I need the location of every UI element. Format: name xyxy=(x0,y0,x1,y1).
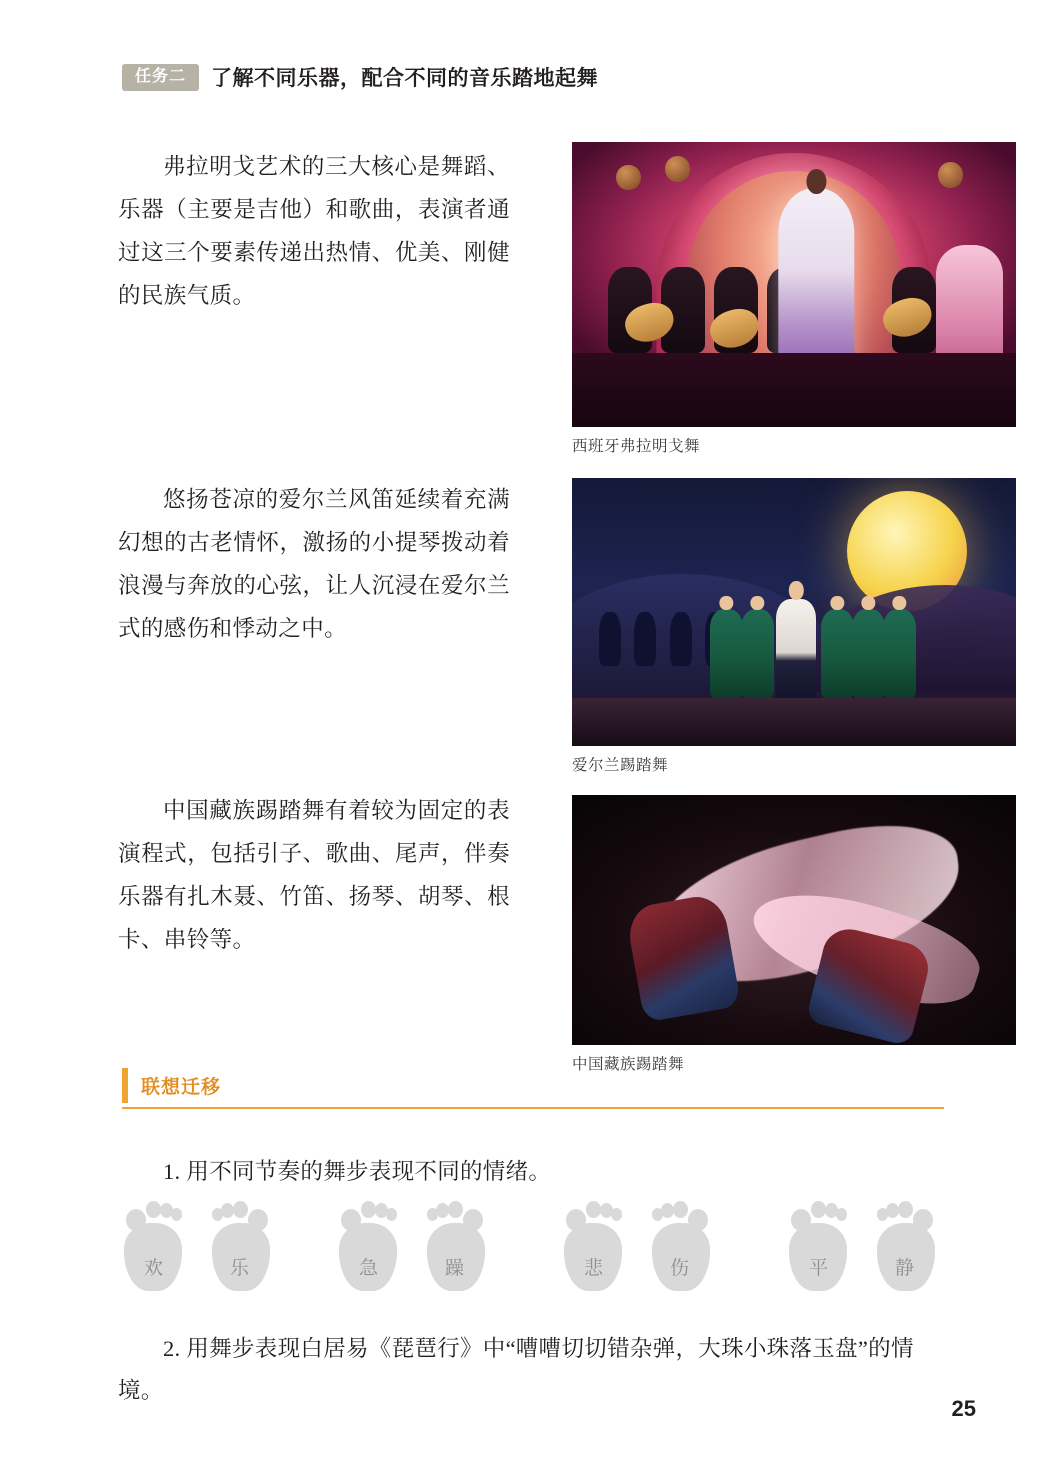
stage-floor xyxy=(572,698,1016,746)
figure-caption: 中国藏族踢踏舞 xyxy=(572,1056,685,1073)
figure-tibetan-dance xyxy=(572,795,1016,1074)
footprint-label: 急 xyxy=(358,1258,379,1279)
toe-shape xyxy=(212,1208,223,1221)
footprint-pair xyxy=(558,1185,690,1291)
toe-shape xyxy=(673,1201,688,1218)
toe-shape xyxy=(898,1201,913,1218)
footprint-label: 伤 xyxy=(669,1258,690,1279)
footprint-pair xyxy=(118,1185,250,1291)
toe-shape xyxy=(361,1201,376,1218)
footprint-pair xyxy=(333,1185,465,1291)
decor-pot-icon xyxy=(665,156,689,182)
toe-shape xyxy=(448,1201,463,1218)
section-heading-label: 联想迁移 xyxy=(122,1068,237,1103)
task-header xyxy=(122,62,598,92)
figure-irish-dance xyxy=(572,478,1016,775)
section-divider xyxy=(122,1107,944,1109)
dancer-figure xyxy=(710,609,743,701)
photo-flamenco xyxy=(572,142,1016,427)
footprint-icon xyxy=(558,1197,630,1291)
footprints-row xyxy=(118,1185,948,1295)
figure-caption: 西班牙弗拉明戈舞 xyxy=(572,438,701,455)
footprint-label: 乐 xyxy=(229,1258,250,1279)
toe-shape xyxy=(652,1208,663,1221)
toe-shape xyxy=(586,1201,601,1218)
toe-shape xyxy=(386,1208,397,1221)
footprint-icon xyxy=(204,1197,276,1291)
toe-shape xyxy=(611,1208,622,1221)
body-paragraph-3: 中国藏族踢踏舞有着较为固定的表演程式，包括引子、歌曲、尾声，伴奏乐器有扎木聂、竹笛、扬琴、胡琴、根卡、串铃等。 xyxy=(118,797,510,952)
photo-irish-dance xyxy=(572,478,1016,746)
toe-shape xyxy=(146,1201,161,1218)
task-badge: 任务二 xyxy=(122,64,199,91)
exercise-item-2: 2. 用舞步表现白居易《琵琶行》中“嘈嘈切切错杂弹，大珠小珠落玉盘”的情境。 xyxy=(118,1335,914,1403)
toe-shape xyxy=(836,1208,847,1221)
decor-pot-icon xyxy=(938,162,962,188)
dancer-figure xyxy=(821,609,854,701)
toe-shape xyxy=(233,1201,248,1218)
body-paragraph-1: 弗拉明戈艺术的三大核心是舞蹈、乐器（主要是吉他）和歌曲，表演者通过这三个要素传递出热情、优美、刚健的民族气质。 xyxy=(118,153,510,308)
footprint-label: 欢 xyxy=(143,1258,164,1279)
footprint-icon xyxy=(644,1197,716,1291)
footprint-icon xyxy=(783,1197,855,1291)
footprint-icon xyxy=(869,1197,941,1291)
page-number: 25 xyxy=(951,1396,976,1421)
body-paragraph-2: 悠扬苍凉的爱尔兰风笛延续着充满幻想的古老情怀，激扬的小提琴拨动着浪漫与奔放的心弦，让人沉浸在爱尔兰式的感伤和悸动之中。 xyxy=(118,486,510,641)
footprint-icon xyxy=(118,1197,190,1291)
photo-tibetan-dance xyxy=(572,795,1016,1045)
decor-pot-icon xyxy=(616,165,640,191)
exercise-item-1: 1. 用不同节奏的舞步表现不同的情绪。 xyxy=(163,1158,552,1184)
figure-flamenco xyxy=(572,142,1016,456)
section-heading xyxy=(122,1068,944,1109)
toe-shape xyxy=(436,1203,449,1218)
toe-shape xyxy=(427,1208,438,1221)
dancer-figure xyxy=(883,609,916,701)
dancer-figure xyxy=(852,609,885,701)
toe-shape xyxy=(877,1208,888,1221)
footprint-icon xyxy=(419,1197,491,1291)
task-title: 了解不同乐器，配合不同的音乐踏地起舞 xyxy=(211,67,599,90)
footprint-label: 躁 xyxy=(444,1258,465,1279)
toe-shape xyxy=(171,1208,182,1221)
stage-floor xyxy=(572,353,1016,427)
lead-dancer-figure xyxy=(776,599,816,706)
toe-shape xyxy=(661,1203,674,1218)
dancer-figure xyxy=(741,609,774,701)
footprint-label: 静 xyxy=(894,1258,915,1279)
footprint-label: 平 xyxy=(808,1258,829,1279)
toe-shape xyxy=(886,1203,899,1218)
toe-shape xyxy=(811,1201,826,1218)
footprint-label: 悲 xyxy=(583,1258,604,1279)
toe-shape xyxy=(221,1203,234,1218)
footprint-pair xyxy=(783,1185,915,1291)
figure-caption: 爱尔兰踢踏舞 xyxy=(572,757,669,774)
footprint-icon xyxy=(333,1197,405,1291)
